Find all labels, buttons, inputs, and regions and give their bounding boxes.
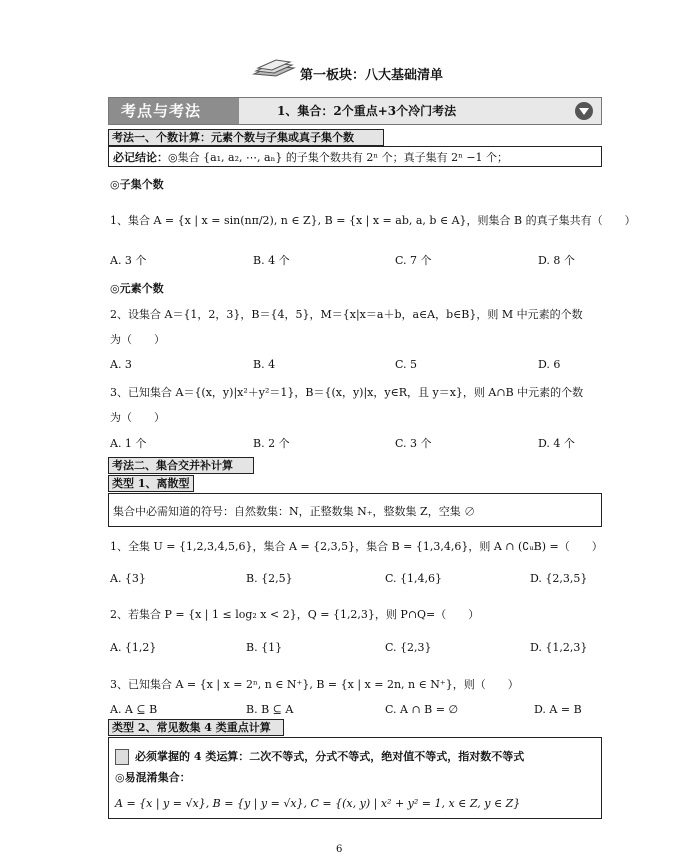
question-4-option-a[interactable]: A. {3}	[110, 572, 146, 585]
question-1-option-c[interactable]: C. 7 个	[395, 254, 432, 267]
question-5-stem: 2、若集合 P = {x | 1 ≤ log₂ x < 2}，Q = {1,2,3}，则 P∩Q=（ ）	[110, 608, 480, 621]
symbols-text: 集合中必需知道的符号：自然数集：N，正整数集 N₊，整数集 Z，空集 ∅	[113, 505, 476, 518]
section-banner	[108, 97, 602, 125]
question-2-option-b[interactable]: B. 4	[253, 358, 276, 371]
banner-title: 1、集合：2个重点+3个冷门考法	[277, 104, 457, 118]
type2-box	[108, 737, 602, 819]
type2-confuse-label: ◎易混淆集合：	[115, 771, 191, 784]
question-5-option-d[interactable]: D. {1,2,3}	[530, 641, 588, 654]
type2-heading: 类型 2、常见数集 4 类重点计算	[108, 719, 284, 736]
question-3-option-b[interactable]: B. 2 个	[253, 437, 290, 450]
question-1-option-d[interactable]: D. 8 个	[538, 254, 575, 267]
question-2-option-a[interactable]: A. 3	[110, 358, 132, 371]
conclusion-label: 必记结论：	[113, 151, 168, 164]
question-4-stem: 1、全集 U = {1,2,3,4,5,6}，集合 A = {2,3,5}，集合 B = {1,3,4,6}，则 A ∩ (∁ᵤB) =（ ）	[110, 540, 603, 553]
element-section-heading: ◎元素个数	[110, 282, 164, 295]
question-3-option-c[interactable]: C. 3 个	[395, 437, 432, 450]
type1-heading: 类型 1、离散型	[108, 475, 194, 492]
question-3-option-d[interactable]: D. 4 个	[538, 437, 575, 450]
note-icon	[115, 749, 129, 765]
question-6-stem: 3、已知集合 A = {x | x = 2ⁿ, n ∈ N⁺}, B = {x | x = 2n, n ∈ N⁺}，则（ ）	[110, 678, 519, 691]
question-2-stem-line1: 2、设集合 A＝{1，2，3}，B＝{4，5}，M＝{x|x＝a＋b，a∈A，b∈B}，则 M 中元素的个数	[110, 308, 583, 321]
symbols-box	[108, 493, 602, 527]
banner-label: 考点与考法	[109, 98, 239, 124]
subset-section-heading: ◎子集个数	[110, 178, 164, 191]
question-1-option-a[interactable]: A. 3 个	[110, 254, 147, 267]
question-5-option-c[interactable]: C. {2,3}	[385, 641, 432, 654]
question-1-option-b[interactable]: B. 4 个	[253, 254, 290, 267]
page-number: 6	[336, 844, 343, 855]
type2-confuse-formula: A = {x | y = √x}, B = {y | y = √x}, C = {(x, y) | x² + y² = 1, x ∈ Z, y ∈ Z}	[115, 797, 521, 810]
question-2-stem-line2: 为（ ）	[110, 333, 165, 346]
conclusion-text: ◎集合 {a₁, a₂, ⋯, aₙ} 的子集个数共有 2ⁿ 个；真子集有 2ⁿ −1 个；	[168, 151, 509, 164]
question-5-option-b[interactable]: B. {1}	[246, 641, 283, 654]
question-4-option-d[interactable]: D. {2,3,5}	[530, 572, 588, 585]
chevron-down-icon[interactable]	[575, 102, 593, 120]
question-6-option-b[interactable]: B. B ⊆ A	[246, 703, 294, 716]
book-icon	[252, 58, 296, 80]
question-4-option-c[interactable]: C. {1,4,6}	[385, 572, 443, 585]
conclusion-box	[108, 146, 602, 167]
page-title: 第一板块：八大基础清单	[300, 68, 444, 83]
question-5-option-a[interactable]: A. {1,2}	[110, 641, 157, 654]
question-6-option-a[interactable]: A. A ⊆ B	[110, 703, 158, 716]
question-3-stem-line1: 3、已知集合 A＝{(x，y)|x²＋y²＝1}，B＝{(x，y)|x，y∈R，且 y＝x}，则 A∩B 中元素的个数	[110, 386, 584, 399]
question-3-stem-line2: 为（ ）	[110, 411, 165, 424]
question-2-option-d[interactable]: D. 6	[538, 358, 561, 371]
question-3-option-a[interactable]: A. 1 个	[110, 437, 147, 450]
question-6-option-c[interactable]: C. A ∩ B = ∅	[385, 703, 459, 716]
question-4-option-b[interactable]: B. {2,5}	[246, 572, 293, 585]
question-2-option-c[interactable]: C. 5	[395, 358, 418, 371]
question-1-stem: 1、集合 A = {x | x = sin(nπ/2), n ∈ Z}, B = {x | x = ab, a, b ∈ A}，则集合 B 的真子集共有（ ）	[110, 214, 636, 227]
kaofa1-heading: 考法一、个数计算：元素个数与子集或真子集个数	[108, 129, 384, 146]
question-6-option-d[interactable]: D. A = B	[534, 703, 582, 716]
type2-must-text: 必须掌握的 4 类运算：二次不等式，分式不等式，绝对值不等式，指对数不等式	[135, 750, 525, 763]
kaofa2-heading: 考法二、集合交并补计算	[108, 457, 254, 474]
